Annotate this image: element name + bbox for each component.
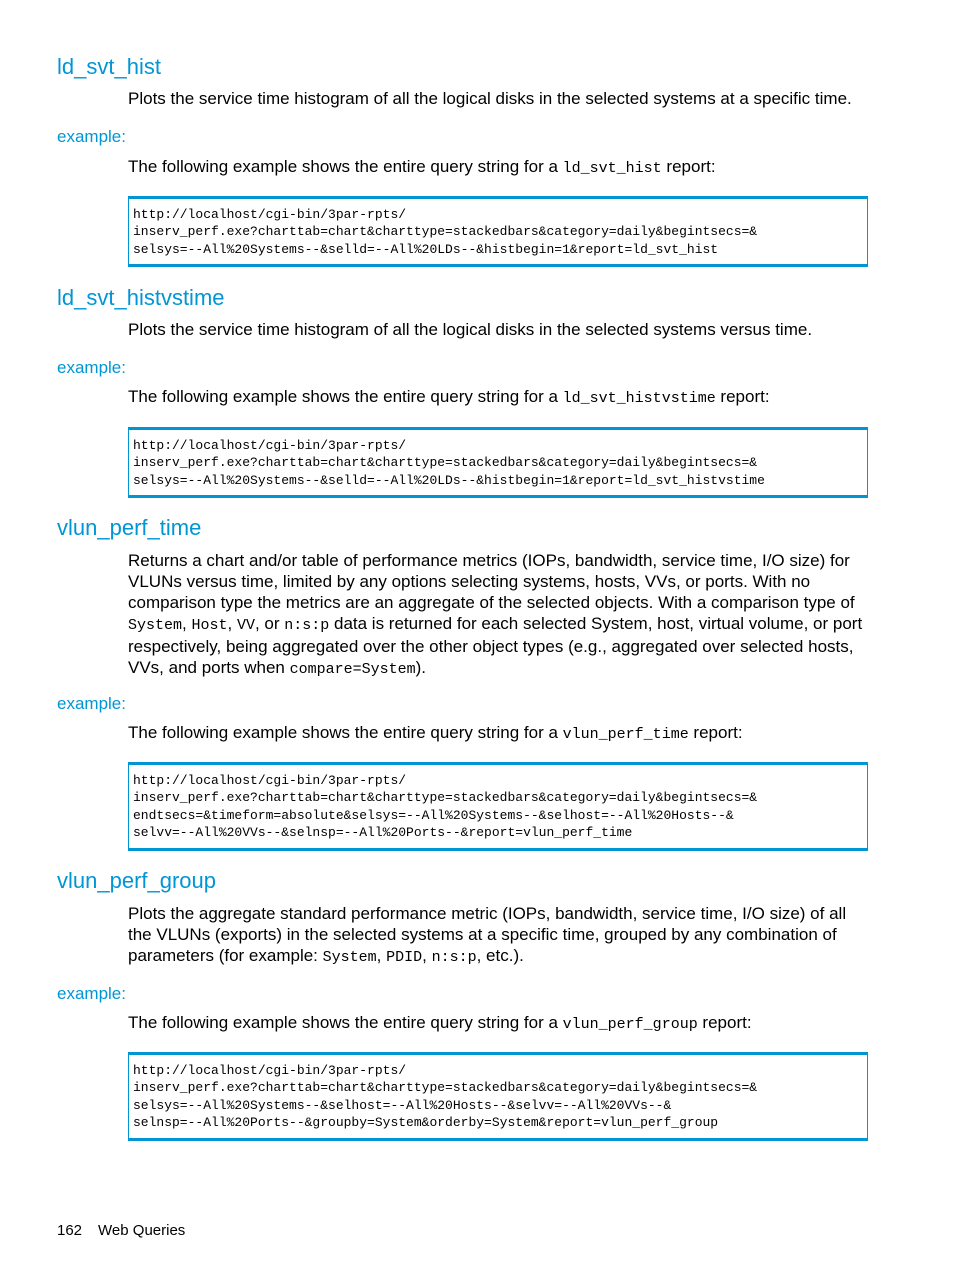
- query-string: http://localhost/cgi-bin/3par-rpts/ inserv_perf.exe?charttab=chart&charttype=stackedbars&category=daily&begintsecs=& endtsecs=&timeform=absolute&selsys=--All%20Systems--&selhost=--All%20Hosts--& selvv=--All%20VVs--&selnsp=--All%20Ports--&report=vlun_perf_time: [133, 773, 758, 841]
- example-label: example:: [57, 984, 126, 1003]
- example-label: example:: [57, 358, 126, 377]
- example-intro: [128, 722, 873, 745]
- desc-code: System: [128, 617, 183, 634]
- desc-text: ,: [182, 614, 192, 633]
- desc-code: Host: [191, 617, 228, 634]
- query-string: http://localhost/cgi-bin/3par-rpts/ inserv_perf.exe?charttab=chart&charttype=stackedbars&category=daily&begintsecs=& selsys=--All%20Systems--&selhost=--All%20Hosts--&selvv=--All%20VVs--& selnsp=--All%20Ports--&groupby=System&orderby=System&report=vlun_perf_group: [133, 1063, 758, 1131]
- intro-suffix: report:: [715, 387, 770, 406]
- intro-prefix: The following example shows the entire query string for a: [128, 387, 563, 406]
- example-label: example:: [57, 127, 126, 146]
- query-code-box: [128, 1052, 868, 1141]
- page-footer: [57, 1222, 185, 1239]
- desc-code: VV: [236, 617, 255, 634]
- desc-code: n:s:p: [284, 617, 330, 634]
- example-intro: [128, 156, 873, 179]
- desc-code: PDID: [386, 949, 423, 966]
- intro-suffix: report:: [661, 157, 716, 176]
- intro-prefix: The following example shows the entire query string for a: [128, 1013, 563, 1032]
- desc-text: ,: [376, 946, 387, 965]
- query-code-box: [128, 762, 868, 851]
- section-heading-vlun-perf-group: vlun_perf_group: [57, 868, 217, 893]
- section-heading-vlun-perf-time: vlun_perf_time: [57, 515, 202, 540]
- intro-prefix: The following example shows the entire query string for a: [128, 157, 563, 176]
- report-name-code: vlun_perf_group: [562, 1016, 698, 1033]
- desc-code: n:s:p: [431, 949, 477, 966]
- section-description: Plots the service time histogram of all the logical disks in the selected systems at a specific time.: [128, 89, 852, 108]
- desc-text: Returns a chart and/or table of performance metrics (IOPs, bandwidth, service time, I/O size) for VLUNs versus time, limited by any options selecting systems, hosts, VVs, or ports. With no comparison type the metrics are an aggregate of the selected objects. With a comparison type of: [128, 551, 855, 612]
- desc-text: ,: [227, 614, 237, 633]
- desc-text: , or: [254, 614, 285, 633]
- query-string: http://localhost/cgi-bin/3par-rpts/ inserv_perf.exe?charttab=chart&charttype=stackedbars&category=daily&begintsecs=& selsys=--All%20Systems--&selld=--All%20LDs--&histbegin=1&report=ld_svt_hist: [133, 207, 758, 257]
- desc-text: Plots the aggregate standard performance metric (IOPs, bandwidth, service time, I/O size) of all the VLUNs (exports) in the selected systems at a specific time, grouped by any combination of parameters (for example:: [128, 904, 847, 965]
- section-description: [128, 903, 873, 968]
- section-heading-ld-svt-hist: ld_svt_hist: [57, 54, 161, 79]
- section-heading-ld-svt-histvstime: ld_svt_histvstime: [57, 285, 225, 310]
- section-description: [128, 550, 873, 680]
- example-intro: [128, 1012, 873, 1035]
- desc-code: compare=System: [289, 661, 416, 678]
- intro-suffix: report:: [688, 723, 743, 742]
- example-intro: [128, 386, 873, 409]
- query-string: http://localhost/cgi-bin/3par-rpts/ inserv_perf.exe?charttab=chart&charttype=stackedbars&category=daily&begintsecs=& selsys=--All%20Systems--&selld=--All%20LDs--&histbegin=1&report=ld_svt_histvstime: [133, 438, 765, 488]
- desc-text: data is returned for each selected System, host, virtual volume, or port respectively, being aggregated over the other object types (e.g., aggregated over selected hosts, VVs, and ports when: [128, 614, 863, 677]
- report-name-code: ld_svt_hist: [562, 160, 662, 177]
- section-description: Plots the service time histogram of all the logical disks in the selected systems versus time.: [128, 320, 813, 339]
- desc-text: ).: [415, 658, 427, 677]
- report-name-code: ld_svt_histvstime: [562, 390, 716, 407]
- page-number: 162: [57, 1222, 83, 1239]
- intro-suffix: report:: [697, 1013, 752, 1032]
- report-name-code: vlun_perf_time: [562, 726, 689, 743]
- chapter-title: Web Queries: [98, 1222, 186, 1239]
- intro-prefix: The following example shows the entire query string for a: [128, 723, 563, 742]
- query-code-box: [128, 196, 868, 267]
- desc-code: System: [322, 949, 377, 966]
- example-label: example:: [57, 694, 126, 713]
- desc-text: ,: [422, 946, 432, 965]
- query-code-box: [128, 427, 868, 498]
- desc-text: , etc.).: [476, 946, 524, 965]
